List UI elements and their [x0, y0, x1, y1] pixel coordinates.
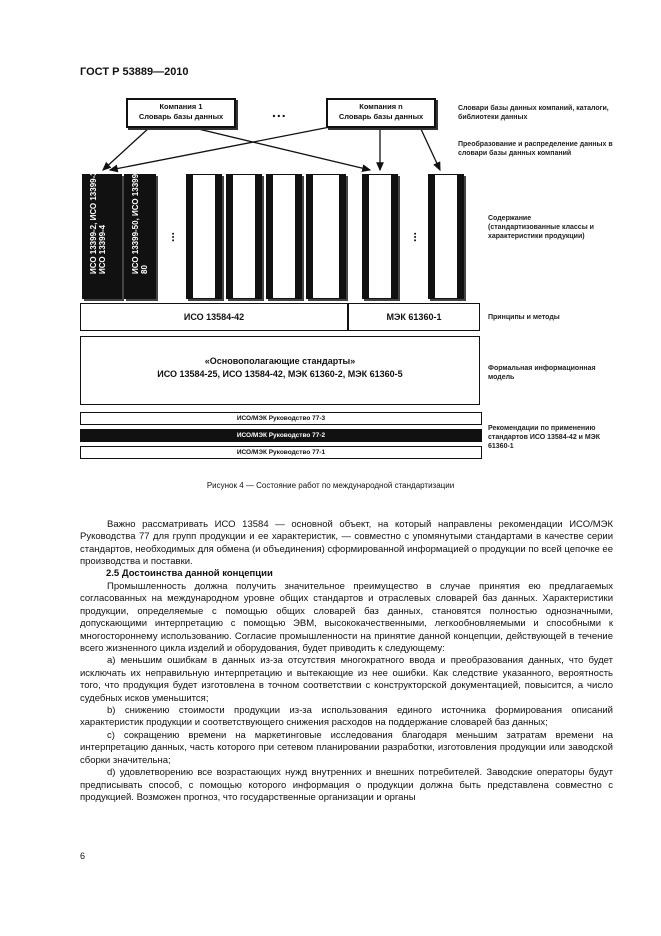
column-iso-13399-50-80-label: ИСО 13399-50, ИСО 13399-80: [131, 171, 149, 274]
bar-iso-13584-42: ИСО 13584-42: [80, 303, 348, 331]
column-iso-23584: [306, 174, 346, 299]
paragraph-2: Промышленность должна получить значительное преимущество в случае принятия ею предлагаемых согласованных на международном уровне общих стандартов и отраслевых словарей баз данных. Характеристики продукции, определяемые с помощью общих словарей баз данных, становятся полностью однозначными, допускающими интерпретацию с помощью ЭВМ, высококачественными, легкообновляемыми и способными к многостороннему использованию. Согласие промышленности на принятие данной концепции, действующей в течение всего жизненного цикла изделий и оборудования, будет приводить к следующему:: [80, 581, 613, 655]
column-iso-13584-501-label: ИСО 13584-501: [199, 224, 208, 283]
document-code: ГОСТ Р 53889—2010: [80, 66, 189, 78]
foundation-title: «Основополагающие стандарты»: [204, 356, 356, 366]
guide-77-1: ИСО/МЭК Руководство 77-1: [80, 446, 482, 459]
company-n-name: Компания n: [359, 102, 403, 111]
column-iec-61987-label: МЭК 61987: [441, 241, 450, 283]
paragraph-1: Важно рассматривать ИСО 13584 — основной объект, на который направлены рекомендации ИСО/МЭК Руководства 77 для групп продукции и ее характеристик, — совместно с упомянутыми стандартами в качестве серии стандартов, необходимых для обмена (и объединения) сформированной информацией о продукции по всей цепочке ее производства и поставки.: [80, 519, 613, 568]
column-iso-13399-2-3-4: [82, 169, 122, 299]
companies-ellipsis: ...: [272, 104, 287, 120]
section-title: 2.5 Достоинства данной концепции: [106, 568, 273, 579]
column-iso-13399-50-80: [124, 171, 156, 299]
item-b: b) снижению стоимости продукции из-за использования единого источника формирования описаний характеристик продукции и соответствующего снижения расходов на поддержание словарей баз данных;: [80, 705, 613, 729]
column-iec-61360-4-db: [362, 174, 398, 299]
item-c: c) сокращению времени на маркетинговые исследования благодаря меньшим затратам времени на интерпретацию данных, часть которого при сетевом планировании разработки, изготовления продукции или заводской сборки значительна;: [80, 729, 613, 766]
section-body: [80, 581, 613, 804]
column-iso-13584-501: [186, 174, 222, 299]
bar-iec-61360-1: МЭК 61360-1: [348, 303, 480, 331]
company-n-dictionary: Словарь базы данных: [338, 112, 424, 121]
label-content: Содержание (стандартизованные классы и характеристики продукции): [488, 215, 594, 240]
company-n-box: [326, 98, 436, 128]
item-a: a) меньшим ошибкам в данных из-за отсутствия многократного ввода и преобразования данных, что будет исключать их неправильную интерпретацию и вытекающие из нее ошибки. Как следствие указанного, вероятность того, что продукция будет изготовлена в точном соответствии с конструкторской документацией, повысится, а число судебных исков уменьшится;: [80, 655, 613, 704]
page-number: 6: [80, 851, 86, 861]
column-ellipsis-1-label: ...: [163, 231, 177, 242]
column-iec-61987: [428, 174, 464, 299]
column-iso-13584-511: [226, 174, 262, 299]
label-principles: Принципы и методы: [488, 314, 560, 321]
column-ellipsis-1: [160, 174, 180, 297]
guide-77-2: ИСО/МЭК Руководство 77-2: [80, 429, 482, 442]
label-model: Формальная информационная модель: [488, 365, 596, 381]
label-dictionaries: Словари базы данных компаний, каталоги, библиотеки данных: [458, 105, 609, 121]
company-1-box: [126, 98, 236, 128]
foundation-standards-box: [80, 336, 480, 405]
item-d: d) удовлетворению все возрастающих нужд внутренних и внешних потребителей. Заводские операторы будут предписывать способ, с помощью которого информация о продукции должна быть представлена совместно с продукцией. Возможен прогноз, что государственные организации и органы: [80, 767, 613, 803]
column-ellipsis-2-label: ...: [405, 231, 419, 242]
figure-caption: Рисунок 4 — Состояние работ по международной стандартизации: [206, 481, 455, 490]
column-iso-13584-511-label: ИСО 13584-511: [239, 225, 248, 283]
column-ellipsis-2: [402, 174, 422, 297]
label-transformation: Преобразование и распределение данных в словари базы данных компаний: [458, 141, 613, 157]
column-iso-13399-2-3-4-label: ИСО 13399-2, ИСО 13399-3, ИСО 13399-4: [89, 169, 107, 274]
foundation-list: ИСО 13584-25, ИСО 13584-42, МЭК 61360-2, МЭК 61360-5: [157, 369, 403, 379]
label-recommendations: Рекомендации по применению стандартов ИСО 13584-42 и МЭК 61360-1: [488, 425, 600, 450]
paragraph-intro: [80, 519, 613, 569]
column-iso-other-label: ИСО...: [279, 238, 288, 263]
column-iso-other: [266, 174, 302, 299]
guide-77-3: ИСО/МЭК Руководство 77-3: [80, 412, 482, 425]
company-1-name: Компания 1: [159, 102, 203, 111]
company-1-dictionary: Словарь базы данных: [138, 112, 224, 121]
column-iec-61360-4-db-label: МЭК 61360-4-DB: [375, 219, 384, 283]
column-iso-23584-label: ИСО 23584: [321, 240, 330, 283]
